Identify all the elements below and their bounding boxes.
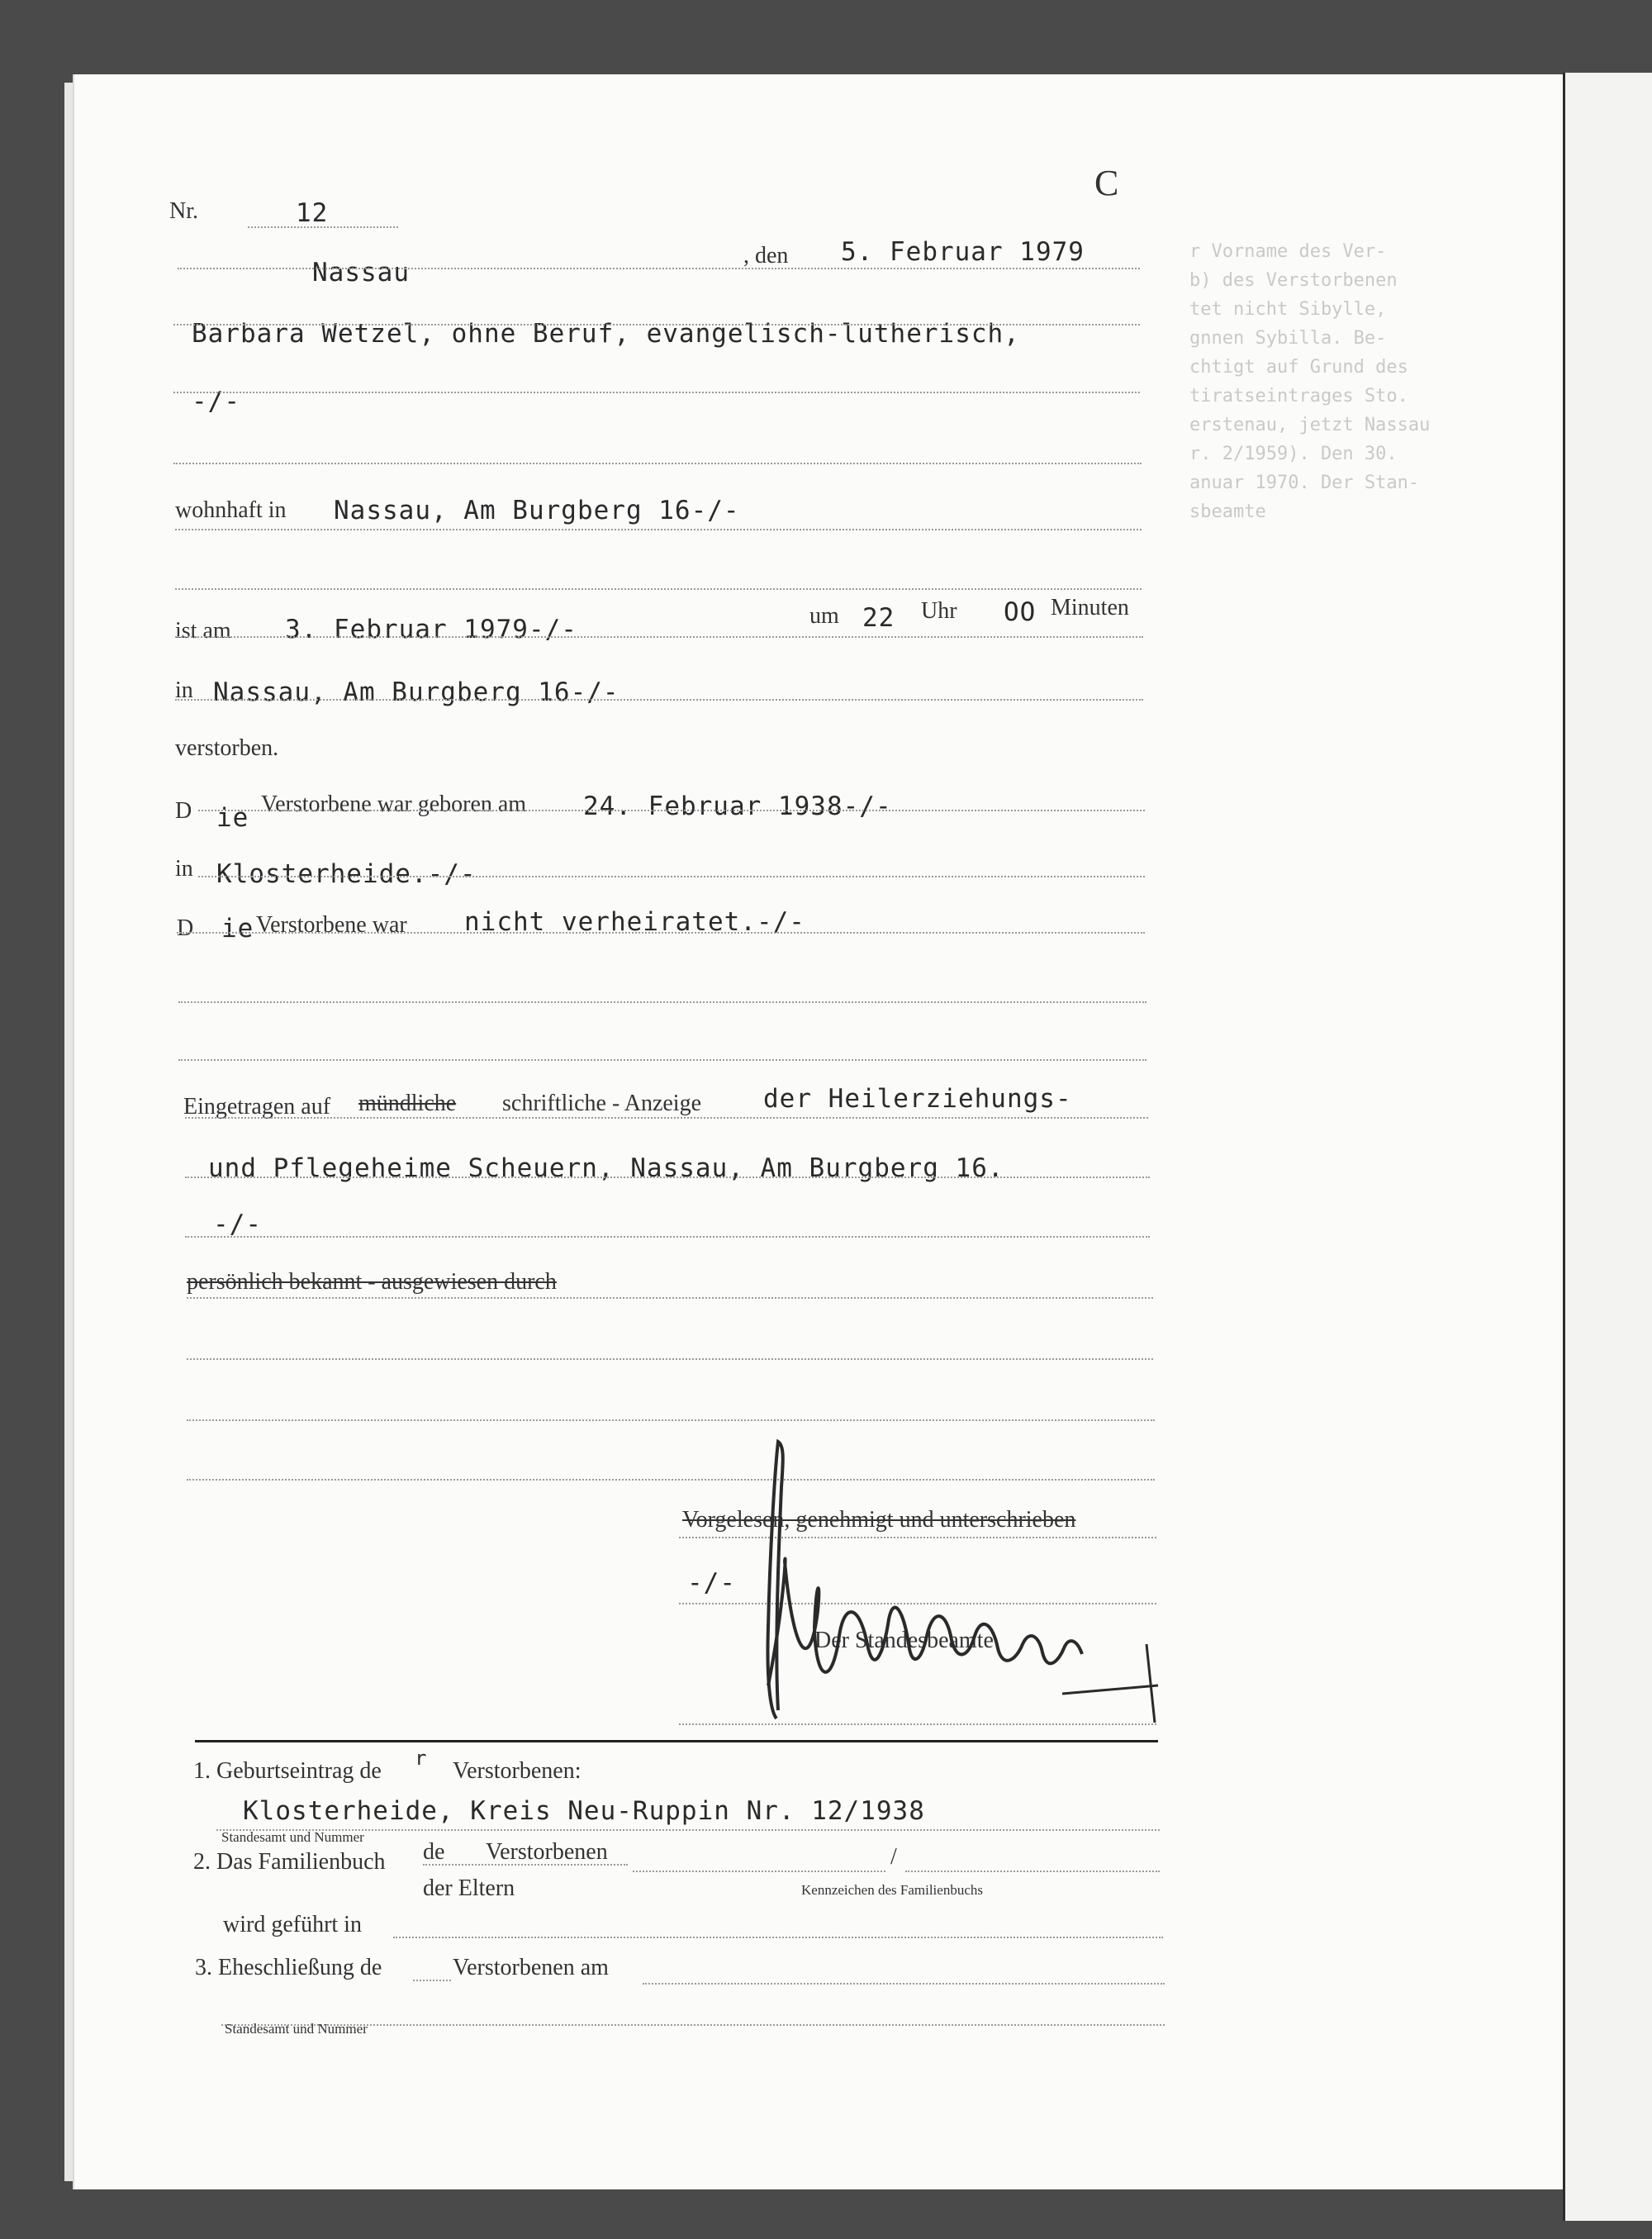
marital-rule (177, 932, 1145, 934)
person-line-1: Barbara Wetzel, ohne Beruf, evangelisch-lutherisch, (192, 319, 1020, 349)
place-date-rule (178, 268, 1140, 269)
blank-rule-2 (178, 1001, 1146, 1003)
marital-d-label: D (177, 915, 194, 941)
note1-label2: Verstorbenen: (453, 1758, 582, 1784)
marital-label: Verstorbene war (256, 912, 407, 938)
residence-label: wohnhaft in (175, 497, 287, 523)
marital-value: nicht verheiratet.-/- (464, 907, 805, 937)
nr-value: 12 (296, 198, 329, 228)
notes-divider (195, 1740, 1158, 1742)
note2-eltern: der Eltern (423, 1875, 515, 1901)
signature-dash: -/- (687, 1568, 736, 1598)
bleed-line: r Vorname des Ver- (1189, 241, 1387, 262)
birth-place: Klosterheide.-/- (216, 859, 477, 889)
bleed-line: sbeamte (1189, 502, 1266, 522)
registration-line-2: und Pflegeheime Scheuern, Nassau, Am Burgberg 16. (208, 1153, 1004, 1183)
uhr-label: Uhr (921, 598, 957, 624)
vorgelesen-struck: Vorgelesen, genehmigt und unterschrieben (682, 1507, 1076, 1533)
ist-am-label: ist am (175, 618, 231, 644)
note2-rule-b (905, 1871, 1160, 1872)
eingetragen-label: Eingetragen auf (183, 1094, 331, 1120)
muendliche-struck: mündliche (358, 1091, 457, 1116)
note3-label: 3. Eheschließung de (195, 1955, 382, 1980)
note1-sup: r (415, 1747, 428, 1770)
facing-page (1563, 73, 1652, 2221)
note1-value: Klosterheide, Kreis Neu-Ruppin Nr. 12/1938 (243, 1796, 925, 1826)
den-label: , den (743, 243, 789, 269)
birth-place-rule (198, 876, 1145, 877)
note2-verstorbenen: Verstorbenen (486, 1839, 608, 1865)
death-place: Nassau, Am Burgberg 16-/- (213, 677, 620, 707)
nr-label: Nr. (169, 198, 198, 224)
bleed-line: tet nicht Sibylle, (1189, 299, 1387, 320)
note1-label: 1. Geburtseintrag de (193, 1758, 382, 1784)
standesamt-caption-2: Standesamt und Nummer (225, 2021, 368, 2037)
death-in-label: in (175, 677, 193, 703)
standesamt-caption: Standesamt und Nummer (221, 1829, 364, 1845)
registration-line-3: -/- (213, 1210, 262, 1239)
schriftliche-label: schriftliche - Anzeige (502, 1091, 702, 1116)
note3-rule (643, 1983, 1165, 1985)
note2-de-rule (423, 1864, 628, 1866)
death-date-rule (175, 636, 1143, 638)
birth-in-label: in (175, 856, 193, 882)
birth-date: 24. Februar 1938-/- (583, 791, 892, 821)
person-rule-3 (173, 463, 1142, 464)
bleed-line: gnnen Sybilla. Be- (1189, 328, 1387, 349)
birth-label: Verstorbene war geboren am (261, 791, 527, 817)
handwritten-signature (735, 1438, 1165, 1735)
death-minutes: OO (1004, 597, 1037, 627)
bleed-line: tiratseintrages Sto. (1189, 386, 1408, 406)
bleed-line: anuar 1970. Der Stan- (1189, 473, 1420, 493)
bleed-line: b) des Verstorbenen (1189, 270, 1398, 291)
um-label: um (809, 603, 839, 629)
identity-rule (187, 1297, 1153, 1299)
note2-gefuehrt: wird geführt in (223, 1912, 362, 1937)
birth-d-label: D (175, 798, 192, 824)
bleed-line: chtigt auf Grund des (1189, 357, 1408, 378)
identity-struck: persönlich bekannt - ausgewiesen durch (187, 1269, 557, 1295)
death-date: 3. Februar 1979-/- (285, 615, 577, 644)
registration-rule-3 (185, 1236, 1150, 1238)
birth-suffix: ie (216, 803, 249, 833)
death-hour: 22 (862, 603, 895, 633)
kennzeichen-caption: Kennzeichen des Familienbuchs (801, 1882, 983, 1898)
note2-rule-a (633, 1871, 885, 1872)
registration-rule-1 (185, 1117, 1148, 1119)
registration-rule-2 (185, 1177, 1150, 1178)
residence-value: Nassau, Am Burgberg 16-/- (334, 496, 740, 525)
nr-rule (248, 226, 398, 228)
registration-line-1: der Heilerziehungs- (763, 1084, 1072, 1114)
note3-de-rule (413, 1980, 451, 1981)
marital-suffix: ie (221, 914, 254, 944)
blank-rule-4 (187, 1358, 1153, 1360)
blank-rule (175, 588, 1142, 590)
residence-rule (175, 529, 1142, 530)
death-place-rule (175, 699, 1143, 701)
verstorben-label: verstorben. (175, 735, 279, 761)
note2-gefuehrt-rule (393, 1937, 1163, 1938)
place-value: Nassau (312, 258, 410, 288)
blank-rule-5 (187, 1419, 1155, 1421)
standesbeamte-label: Der Standesbeamte (814, 1628, 994, 1653)
person-line-2: -/- (192, 387, 240, 416)
person-rule-1 (173, 324, 1140, 326)
date-value: 5. Februar 1979 (841, 237, 1085, 267)
note2-slash: / (890, 1844, 897, 1870)
corner-letter: C (1094, 163, 1119, 203)
person-rule-2 (173, 392, 1140, 393)
birth-date-rule (198, 810, 1145, 811)
note2-de: de (423, 1839, 445, 1865)
bleed-line: r. 2/1959). Den 30. (1189, 444, 1398, 464)
bleed-line: erstenau, jetzt Nassau (1189, 415, 1431, 435)
minuten-label: Minuten (1051, 595, 1129, 620)
note3-label2: Verstorbenen am (453, 1955, 609, 1980)
note2-label: 2. Das Familienbuch (193, 1849, 386, 1875)
blank-rule-3 (178, 1059, 1146, 1061)
